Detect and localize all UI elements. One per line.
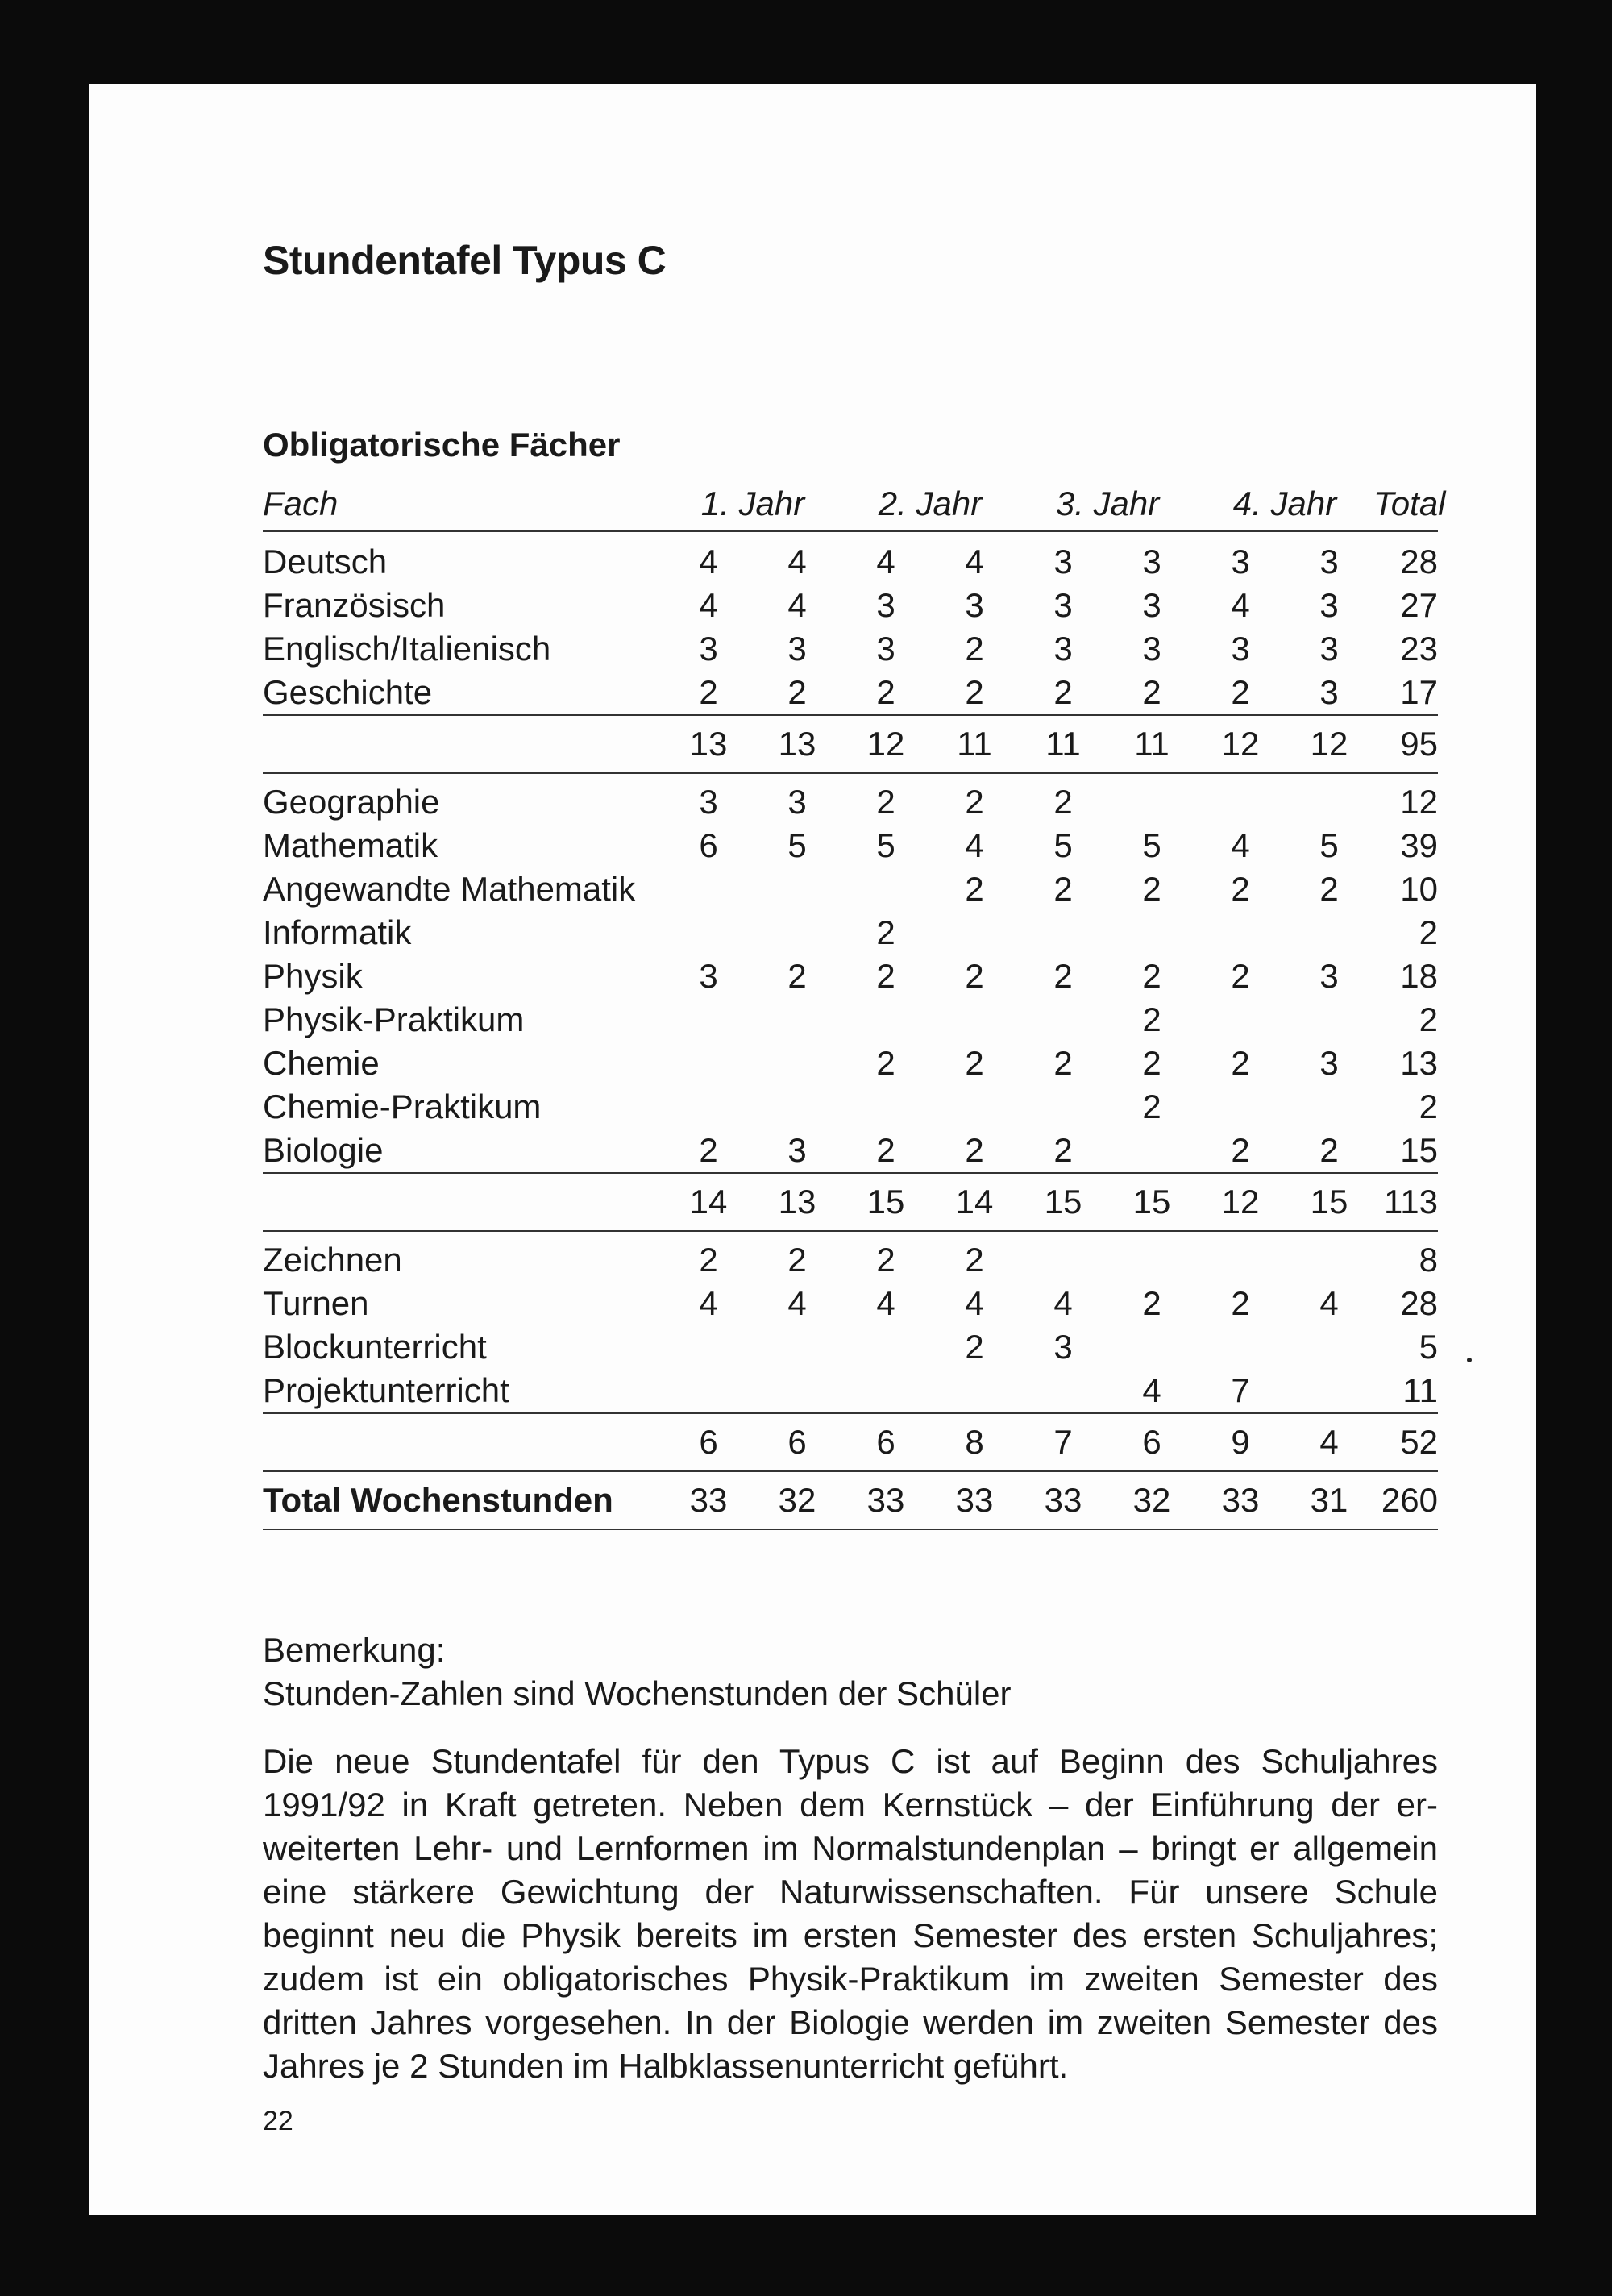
row-label: Physik-Praktikum <box>263 1000 525 1038</box>
semester-value: 12 <box>1196 1173 1285 1231</box>
row-total: 27 <box>1400 586 1438 624</box>
semester-value: 11 <box>1107 715 1196 773</box>
semester-value: 3 <box>1319 1044 1339 1082</box>
row-total: 11 <box>1402 1371 1438 1409</box>
subtotal-row <box>263 715 1438 773</box>
semester-value <box>664 911 753 955</box>
row-total: 2 <box>1419 913 1438 951</box>
semester-value: 3 <box>1142 543 1161 580</box>
semester-value: 12 <box>1285 715 1373 773</box>
table-row <box>263 1129 1438 1173</box>
semester-value: 8 <box>930 1413 1019 1471</box>
semester-value <box>1019 1085 1107 1129</box>
semester-value: 6 <box>699 826 718 864</box>
row-total: 39 <box>1400 826 1438 864</box>
remark-label: Bemerkung: <box>263 1631 446 1669</box>
semester-value: 31 <box>1285 1471 1373 1529</box>
row-label: Physik <box>263 957 363 995</box>
semester-value: 32 <box>1107 1471 1196 1529</box>
semester-value: 2 <box>965 783 984 821</box>
stray-dot-mark <box>1467 1358 1472 1362</box>
semester-value: 2 <box>787 957 807 995</box>
row-label: Angewandte Mathematik <box>263 870 636 908</box>
semester-value: 4 <box>876 543 895 580</box>
table-row <box>263 1085 1438 1129</box>
semester-value <box>930 911 1019 955</box>
remark <box>263 1628 1012 1716</box>
row-total: 113 <box>1373 1173 1438 1231</box>
row-total: 95 <box>1373 715 1438 773</box>
semester-value <box>841 998 930 1042</box>
semester-value: 33 <box>1019 1471 1107 1529</box>
semester-value: 2 <box>876 783 895 821</box>
semester-value <box>1019 1231 1107 1282</box>
table-row <box>263 955 1438 998</box>
semester-value: 2 <box>1142 1284 1161 1322</box>
semester-value: 3 <box>1319 586 1339 624</box>
row-total: 52 <box>1373 1413 1438 1471</box>
semester-value <box>1196 1231 1285 1282</box>
table-row <box>263 671 1438 715</box>
header-fach: Fach <box>263 482 664 531</box>
semester-value: 3 <box>1319 543 1339 580</box>
semester-value: 2 <box>1142 1088 1161 1125</box>
header-total: Total <box>1373 482 1438 531</box>
semester-value <box>1196 998 1285 1042</box>
semester-value <box>841 867 930 911</box>
semester-value: 6 <box>841 1413 930 1471</box>
row-total: 28 <box>1400 543 1438 580</box>
semester-value: 13 <box>664 715 753 773</box>
row-total: 8 <box>1419 1241 1438 1279</box>
semester-value: 4 <box>1231 586 1250 624</box>
semester-value: 5 <box>787 826 807 864</box>
semester-value <box>753 867 841 911</box>
body-paragraph: Die neue Stundentafel für den Typus C ist auf Beginn des Schuljahres 1991/92 in Kraft getreten. Neben dem Kernstück – der Einführung der erweiterten Lehr- und Lernformen im Normalstundenplan – bringt er allgemein eine stärkere Gewichtung der Naturwissenschaften. Für unsere Schule beginnt neu die Physik bereits im ersten Semester des ersten Schuljahres; zudem ist ein obligatorisches Physik-Praktikum im zweiten Semester des dritten Jahres vorgesehen. In der Biologie werden im zweiten Semester des Jahres je 2 Stunden im Halbklassenunterricht geführt. <box>263 1742 1438 2085</box>
semester-value <box>664 1042 753 1085</box>
semester-value <box>1285 1085 1373 1129</box>
semester-value: 12 <box>1196 715 1285 773</box>
semester-value: 2 <box>1142 1000 1161 1038</box>
semester-value: 2 <box>787 673 807 711</box>
table-row <box>263 911 1438 955</box>
semester-value <box>1285 911 1373 955</box>
semester-value: 4 <box>876 1284 895 1322</box>
header-year-4: 4. Jahr <box>1196 482 1373 531</box>
semester-value: 2 <box>876 1044 895 1082</box>
row-total: 17 <box>1400 673 1438 711</box>
semester-value: 2 <box>1053 783 1073 821</box>
semester-value: 3 <box>787 630 807 668</box>
semester-value: 2 <box>876 913 895 951</box>
semester-value: 4 <box>1053 1284 1073 1322</box>
row-label: Chemie-Praktikum <box>263 1088 542 1125</box>
semester-value <box>1107 1129 1196 1173</box>
semester-value: 3 <box>965 586 984 624</box>
semester-value: 13 <box>753 1173 841 1231</box>
semester-value <box>1019 1369 1107 1413</box>
semester-value <box>1107 911 1196 955</box>
semester-value <box>1019 998 1107 1042</box>
row-label: Zeichnen <box>263 1241 402 1279</box>
semester-value: 5 <box>1053 826 1073 864</box>
semester-value: 12 <box>841 715 930 773</box>
semester-value: 2 <box>1319 870 1339 908</box>
semester-value: 4 <box>1231 826 1250 864</box>
row-total: 5 <box>1419 1328 1438 1366</box>
semester-value: 2 <box>965 673 984 711</box>
semester-value <box>930 1085 1019 1129</box>
semester-value: 5 <box>876 826 895 864</box>
semester-value: 2 <box>1053 870 1073 908</box>
semester-value <box>1107 1325 1196 1369</box>
header-year-3: 3. Jahr <box>1019 482 1196 531</box>
semester-value: 6 <box>664 1413 753 1471</box>
row-label: Projektunterricht <box>263 1371 509 1409</box>
row-total: 260 <box>1373 1471 1438 1529</box>
semester-value: 2 <box>876 957 895 995</box>
row-total: 10 <box>1400 870 1438 908</box>
semester-value <box>753 1042 841 1085</box>
semester-value: 33 <box>930 1471 1019 1529</box>
document-page <box>89 84 1536 2215</box>
header-year-2: 2. Jahr <box>841 482 1019 531</box>
semester-value: 4 <box>787 586 807 624</box>
semester-value: 4 <box>965 826 984 864</box>
semester-value: 11 <box>1019 715 1107 773</box>
table-row <box>263 1369 1438 1413</box>
row-label <box>263 1413 664 1471</box>
semester-value: 9 <box>1196 1413 1285 1471</box>
semester-value <box>753 1085 841 1129</box>
semester-value: 2 <box>1231 870 1250 908</box>
semester-value: 3 <box>787 1131 807 1169</box>
semester-value: 2 <box>1142 673 1161 711</box>
table-row <box>263 1231 1438 1282</box>
semester-value: 4 <box>699 1284 718 1322</box>
semester-value <box>664 1369 753 1413</box>
semester-value: 4 <box>787 1284 807 1322</box>
semester-value: 15 <box>1107 1173 1196 1231</box>
semester-value: 2 <box>1142 870 1161 908</box>
semester-value: 15 <box>1019 1173 1107 1231</box>
semester-value: 15 <box>1285 1173 1373 1231</box>
semester-value <box>1196 1325 1285 1369</box>
semester-value: 2 <box>699 1131 718 1169</box>
semester-value: 4 <box>699 586 718 624</box>
semester-value: 3 <box>1231 543 1250 580</box>
semester-value: 2 <box>1231 1131 1250 1169</box>
page-title: Stundentafel Typus C <box>263 238 667 283</box>
remark-text: Stunden-Zahlen sind Wochenstunden der Schüler <box>263 1674 1012 1712</box>
semester-value <box>1019 911 1107 955</box>
row-label: Chemie <box>263 1044 380 1082</box>
semester-value <box>930 1369 1019 1413</box>
semester-value: 3 <box>876 630 895 668</box>
semester-value <box>1285 1325 1373 1369</box>
semester-value: 2 <box>1142 957 1161 995</box>
row-total: 18 <box>1400 957 1438 995</box>
table-row <box>263 584 1438 627</box>
row-total: 23 <box>1400 630 1438 668</box>
semester-value: 5 <box>1319 826 1339 864</box>
semester-value: 4 <box>1285 1413 1373 1471</box>
semester-value: 4 <box>965 1284 984 1322</box>
semester-value: 3 <box>1142 586 1161 624</box>
semester-value: 2 <box>965 870 984 908</box>
row-total: 12 <box>1400 783 1438 821</box>
semester-value <box>1285 773 1373 824</box>
row-total: 13 <box>1400 1044 1438 1082</box>
row-label: Biologie <box>263 1131 384 1169</box>
grand-total-row <box>263 1471 1438 1529</box>
subtotal-row <box>263 1413 1438 1471</box>
semester-value: 2 <box>1231 957 1250 995</box>
table-row <box>263 867 1438 911</box>
semester-value <box>841 1369 930 1413</box>
semester-value: 4 <box>1142 1371 1161 1409</box>
semester-value: 3 <box>1319 630 1339 668</box>
table-row <box>263 531 1438 584</box>
semester-value <box>664 998 753 1042</box>
semester-value: 3 <box>1142 630 1161 668</box>
semester-value <box>664 1085 753 1129</box>
semester-value <box>841 1325 930 1369</box>
semester-value: 4 <box>965 543 984 580</box>
row-total: 15 <box>1400 1131 1438 1169</box>
semester-value: 2 <box>1053 1131 1073 1169</box>
semester-value <box>1285 1231 1373 1282</box>
semester-value <box>1107 773 1196 824</box>
row-label: Turnen <box>263 1284 369 1322</box>
semester-value: 2 <box>1142 1044 1161 1082</box>
stundentafel-table <box>263 482 1446 1530</box>
semester-value <box>1196 773 1285 824</box>
row-label: Englisch/Italienisch <box>263 630 551 668</box>
semester-value <box>841 1085 930 1129</box>
table-row <box>263 627 1438 671</box>
semester-value: 3 <box>1053 1328 1073 1366</box>
row-label: Informatik <box>263 913 412 951</box>
table-row <box>263 1325 1438 1369</box>
row-label <box>263 715 664 773</box>
row-total: 28 <box>1400 1284 1438 1322</box>
row-label: Mathematik <box>263 826 438 864</box>
row-label: Französisch <box>263 586 446 624</box>
semester-value: 3 <box>1053 630 1073 668</box>
semester-value: 3 <box>1053 543 1073 580</box>
semester-value: 2 <box>965 957 984 995</box>
section-title: Obligatorische Fächer <box>263 426 621 464</box>
table-row <box>263 1282 1438 1325</box>
row-label: Geographie <box>263 783 440 821</box>
semester-value <box>753 998 841 1042</box>
semester-value: 2 <box>876 1241 895 1279</box>
semester-value: 11 <box>930 715 1019 773</box>
semester-value: 15 <box>841 1173 930 1231</box>
semester-value <box>1285 1369 1373 1413</box>
table-row <box>263 824 1438 867</box>
semester-value: 4 <box>787 543 807 580</box>
semester-value: 3 <box>1319 957 1339 995</box>
row-label <box>263 1173 664 1231</box>
semester-value: 4 <box>699 543 718 580</box>
row-total: 2 <box>1419 1088 1438 1125</box>
semester-value: 5 <box>1142 826 1161 864</box>
row-label: Blockunterricht <box>263 1328 487 1366</box>
row-label: Geschichte <box>263 673 433 711</box>
table-row <box>263 998 1438 1042</box>
semester-value: 4 <box>1319 1284 1339 1322</box>
semester-value: 3 <box>1319 673 1339 711</box>
semester-value: 33 <box>664 1471 753 1529</box>
semester-value: 3 <box>787 783 807 821</box>
semester-value: 2 <box>1231 673 1250 711</box>
semester-value: 2 <box>787 1241 807 1279</box>
semester-value: 6 <box>1107 1413 1196 1471</box>
semester-value <box>1285 998 1373 1042</box>
semester-value: 3 <box>1053 586 1073 624</box>
semester-value: 3 <box>1231 630 1250 668</box>
semester-value: 7 <box>1231 1371 1250 1409</box>
semester-value <box>664 867 753 911</box>
semester-value: 2 <box>1053 957 1073 995</box>
semester-value: 2 <box>965 1044 984 1082</box>
semester-value: 2 <box>699 1241 718 1279</box>
header-year-1: 1. Jahr <box>664 482 841 531</box>
semester-value: 14 <box>664 1173 753 1231</box>
semester-value: 2 <box>699 673 718 711</box>
semester-value: 6 <box>753 1413 841 1471</box>
semester-value: 2 <box>1053 673 1073 711</box>
semester-value: 7 <box>1019 1413 1107 1471</box>
semester-value: 32 <box>753 1471 841 1529</box>
semester-value <box>1196 911 1285 955</box>
semester-value <box>753 1369 841 1413</box>
semester-value <box>1107 1231 1196 1282</box>
row-label: Total Wochenstunden <box>263 1471 664 1529</box>
semester-value: 3 <box>699 957 718 995</box>
semester-value: 13 <box>753 715 841 773</box>
semester-value <box>753 911 841 955</box>
semester-value <box>753 1325 841 1369</box>
semester-value <box>930 998 1019 1042</box>
table-row <box>263 773 1438 824</box>
semester-value: 2 <box>965 1241 984 1279</box>
semester-value <box>664 1325 753 1369</box>
semester-value: 2 <box>1319 1131 1339 1169</box>
semester-value: 33 <box>1196 1471 1285 1529</box>
semester-value: 2 <box>876 1131 895 1169</box>
semester-value: 2 <box>876 673 895 711</box>
semester-value: 14 <box>930 1173 1019 1231</box>
row-total: 2 <box>1419 1000 1438 1038</box>
semester-value: 2 <box>1053 1044 1073 1082</box>
semester-value: 3 <box>699 630 718 668</box>
semester-value: 2 <box>1231 1284 1250 1322</box>
semester-value <box>1196 1085 1285 1129</box>
semester-value: 3 <box>699 783 718 821</box>
row-label: Deutsch <box>263 543 388 580</box>
table-row <box>263 1042 1438 1085</box>
subtotal-row <box>263 1173 1438 1231</box>
semester-value: 33 <box>841 1471 930 1529</box>
table-header-row <box>263 482 1438 531</box>
semester-value: 2 <box>965 1328 984 1366</box>
semester-value: 2 <box>965 630 984 668</box>
semester-value: 2 <box>965 1131 984 1169</box>
semester-value: 2 <box>1231 1044 1250 1082</box>
page-number: 22 <box>263 2106 293 2136</box>
semester-value: 3 <box>876 586 895 624</box>
